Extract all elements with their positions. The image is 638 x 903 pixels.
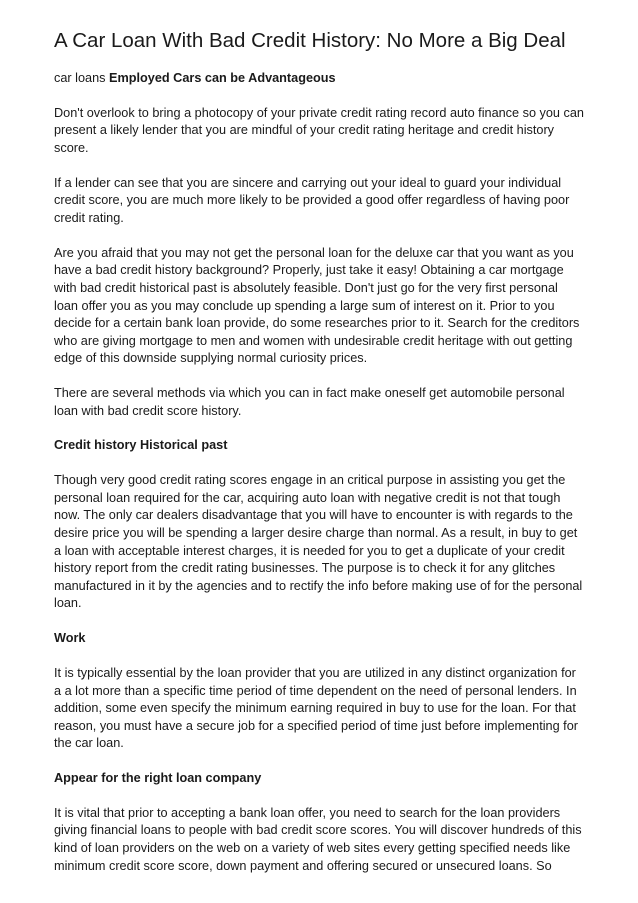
section-paragraph: Though very good credit rating scores engage in an critical purpose in assisting you get the personal loan required for the car, acquiring auto loan with negative credit is not that tough now. The only car dealers disadvantage that you will have to encounter is with regards to the desire price you will be spending a larger desire charge than normal. As a result, in buy to get a loan with acceptable interest charges, it is needed for you to get a duplicate of your credit history report from the credit rating businesses. The purpose is to check it for any glitches manufactured in it by the agencies and to rectify the info before making use of for the personal loan. xyxy=(54,473,583,611)
section-heading: Appear for the right loan company xyxy=(54,771,262,786)
intro-link-text: car loans xyxy=(54,71,110,85)
section-paragraph: It is typically essential by the loan provider that you are utilized in any distinct organization for a a lot more than a specific time period of time dependent on the need of personal lenders. In addition, some even specify the minimum earning required in buy to use for the loan. For that reason, you must have a secure job for a specified period of time just before implementing for the car loan. xyxy=(54,665,578,751)
section-paragraph: It is vital that prior to accepting a bank loan offer, you need to search for the loan providers giving financial loans to people with bad credit score scores. You will discover hundreds of this kind of loan providers on the web on a variety of web sites every getting specified needs like minimum credit score score, down payment and offering secured or unsecured loans. So xyxy=(54,805,582,873)
intro-line xyxy=(54,70,584,88)
page-title: A Car Loan With Bad Credit History: No More a Big Deal xyxy=(54,29,566,52)
paragraph: Are you afraid that you may not get the personal loan for the deluxe car that you want as you have a bad credit history background? Properly, just take it easy! Obtaining a car mortgage with bad credit historical past is absolutely feasible. Don't just go for the very first personal loan offer you as you may conclude up spending a large sum of interest on it. Prior to you decide for a certain bank loan provide, do some researches prior to it. Search for the creditors who are giving mortgage to men and women with undesirable credit heritage with out getting edge of this downside supplying normal curiosity prices. xyxy=(54,245,580,366)
paragraph: Don't overlook to bring a photocopy of your private credit rating record auto finance so you can present a likely lender that you are mindful of your credit rating heritage and credit history score. xyxy=(54,105,584,155)
section-heading: Credit history Historical past xyxy=(54,438,228,453)
paragraph: There are several methods via which you can in fact make oneself get automobile personal loan with bad credit score history. xyxy=(54,386,565,418)
paragraph: If a lender can see that you are sincere and carrying out your ideal to guard your individual credit score, you are much more likely to be provided a good offer regardless of having poor credit rating. xyxy=(54,175,570,225)
section-heading: Work xyxy=(54,631,86,646)
document-body xyxy=(54,70,584,892)
intro-bold-text: Employed Cars can be Advantageous xyxy=(109,71,336,85)
